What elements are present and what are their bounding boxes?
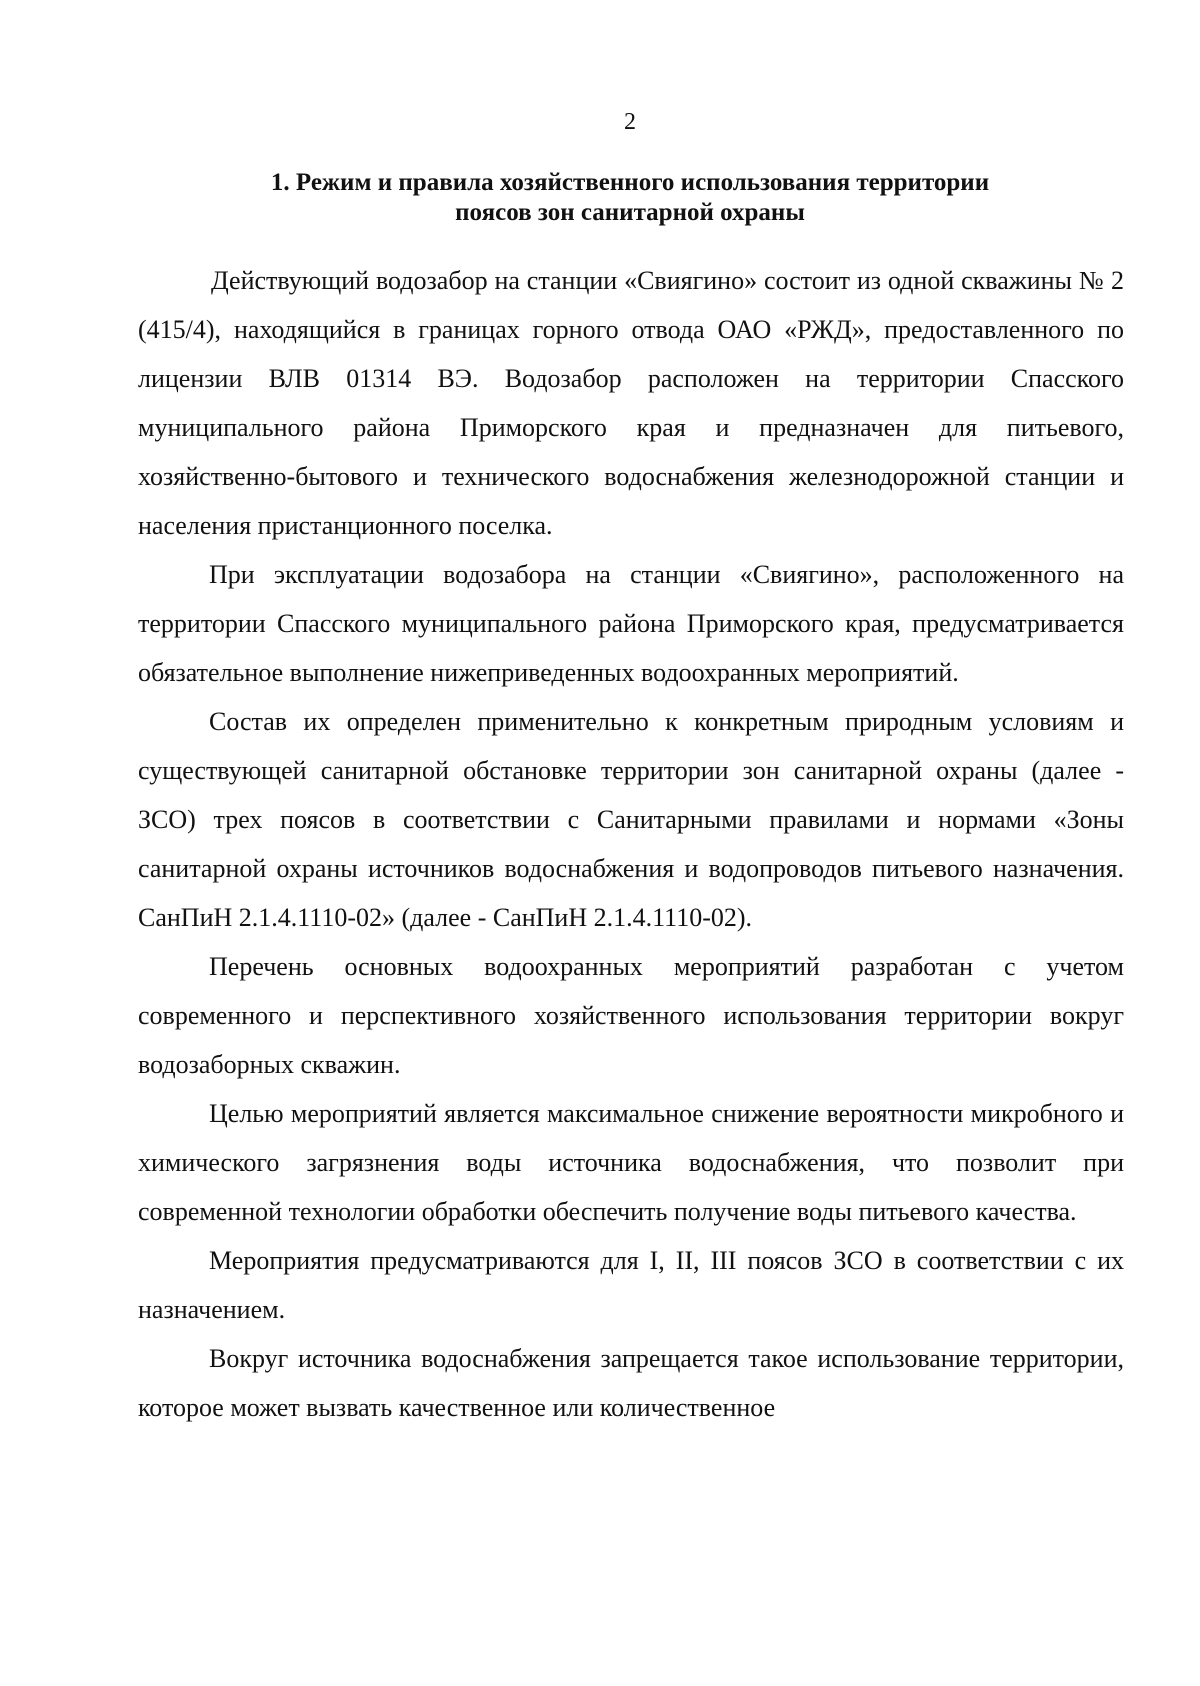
document-body — [138, 256, 1124, 1432]
paragraph-7: Вокруг источника водоснабжения запрещается такое использование территории, которое может вызвать качественное или количественное — [138, 1344, 1124, 1422]
section-heading-line-1: 1. Режим и правила хозяйственного использования территории — [270, 169, 990, 196]
paragraph-5: Целью мероприятий является максимальное снижение вероятности микробного и химического загрязнения воды источника водоснабжения, что позволит при современной технологии обработки обеспечить получение воды питьевого качества. — [138, 1099, 1124, 1226]
paragraph-6: Мероприятия предусматриваются для I, II, III поясов ЗСО в соответствии с их назначением. — [138, 1246, 1124, 1324]
section-heading-line-2: поясов зон санитарной охраны — [455, 199, 805, 226]
section-heading — [140, 168, 1120, 228]
paragraph-2: При эксплуатации водозабора на станции «Свиягино», расположенного на территории Спасского муниципального района Приморского края, предусматривается обязательное выполнение нижеприведенных водоохранных мероприятий. — [138, 560, 1124, 687]
page-number: 2 — [624, 109, 636, 135]
paragraph-3: Состав их определен применительно к конкретным природным условиям и существующей санитарной обстановке территории зон санитарной охраны (далее - ЗСО) трех поясов в соответствии с Санитарными правилами и нормами «Зоны санитарной охраны источников водоснабжения и водопроводов питьевого назначения. СанПиН 2.1.4.1110-02» (далее - СанПиН 2.1.4.1110-02). — [138, 707, 1124, 932]
paragraph-4: Перечень основных водоохранных мероприятий разработан с учетом современного и перспективного хозяйственного использования территории вокруг водозаборных скважин. — [138, 952, 1124, 1079]
paragraph-1: Действующий водозабор на станции «Свиягино» состоит из одной скважины № 2 (415/4), находящийся в границах горного отвода ОАО «РЖД», предоставленного по лицензии ВЛВ 01314 ВЭ. Водозабор расположен на территории Спасского муниципального района Приморского края и предназначен для питьевого, хозяйственно-бытового и технического водоснабжения железнодорожной станции и населения пристанционного поселка. — [138, 266, 1124, 540]
